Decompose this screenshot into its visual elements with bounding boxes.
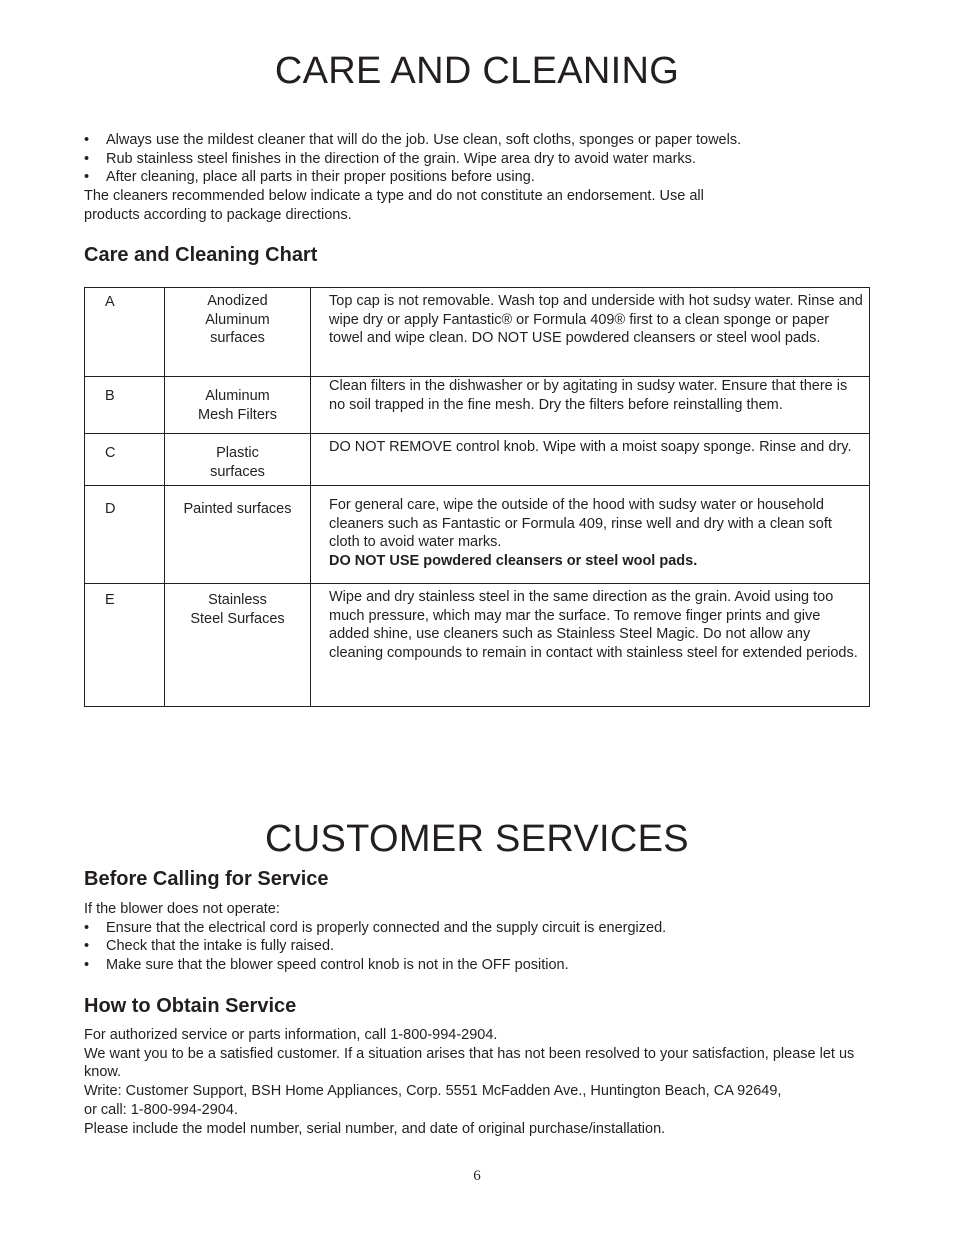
instructions-cell: DO NOT REMOVE control knob. Wipe with a moist soapy sponge. Rinse and dry.: [311, 434, 870, 486]
care-note-line: products according to package directions.: [84, 206, 352, 223]
row-letter-cell: [85, 288, 165, 377]
surface-name: [165, 584, 310, 628]
service-bullet: • Ensure that the electrical cord is properly connected and the supply circuit is energized.: [84, 919, 874, 938]
obtain-line: For authorized service or parts information, call 1-800-994-2904.: [84, 1027, 498, 1043]
table-row: [85, 434, 870, 486]
obtain-service-heading: How to Obtain Service: [84, 995, 297, 1017]
service-bullet: • Make sure that the blower speed control knob is not in the OFF position.: [84, 956, 874, 975]
obtain-line: Please include the model number, serial number, and date of original purchase/installation.: [84, 1120, 666, 1137]
instructions-cell: Top cap is not removable. Wash top and underside with hot sudsy water. Rinse and wipe dry or apply Fantastic® or Formula 409® first to a clean sponge or paper towel and wipe clean. DO NOT USE powdered cleansers or steel wool pads.: [311, 288, 870, 377]
obtain-line: or call: 1-800-994-2904.: [84, 1101, 238, 1118]
surface-line: Anodized: [207, 293, 268, 309]
care-intro: [84, 131, 874, 225]
before-calling-heading: Before Calling for Service: [84, 868, 329, 890]
instructions-cell: Clean filters in the dishwasher or by agitating in sudsy water. Ensure that there is no soil trapped in the fine mesh. Dry the filters before reinstalling them.: [311, 377, 870, 434]
instructions-cell: Wipe and dry stainless steel in the same direction as the grain. Avoid using too much pressure, which may mar the surface. To remove finger prints and give added shine, use cleaners such as Stainless Steel Magic. Do not allow any cleaning compounds to remain in contact with stainless steel for extended periods.: [311, 584, 870, 707]
surface-line: Aluminum: [205, 311, 270, 328]
table-row: [85, 377, 870, 434]
surface-line: Mesh Filters: [198, 406, 277, 423]
service-bullet: • Check that the intake is fully raised.: [84, 937, 874, 956]
care-bullet: • After cleaning, place all parts in their proper positions before using.: [84, 168, 874, 187]
surface-line: surfaces: [210, 330, 265, 347]
care-note-line: The cleaners recommended below indicate a type and do not constitute an endorsement. Use all: [84, 188, 704, 205]
chart-heading: Care and Cleaning Chart: [84, 244, 318, 266]
surface-line: Plastic: [216, 445, 259, 461]
row-letter-cell: [85, 486, 165, 584]
row-letter: B: [105, 388, 115, 404]
before-intro: If the blower does not operate:: [84, 901, 280, 917]
care-bullet: • Always use the mildest cleaner that will do the job. Use clean, soft cloths, sponges or paper towels.: [84, 131, 874, 150]
table-row: [85, 486, 870, 584]
row-letter-cell: [85, 377, 165, 434]
row-letter: D: [105, 501, 116, 517]
surface-name: [165, 486, 310, 519]
surface-cell: [165, 434, 311, 486]
surface-line: Aluminum: [205, 388, 270, 404]
surface-cell: [165, 377, 311, 434]
surface-name: [165, 377, 310, 424]
before-calling-list: [84, 900, 874, 975]
surface-cell: [165, 486, 311, 584]
section-title: CUSTOMER SERVICES: [265, 818, 689, 860]
surface-line: Steel Surfaces: [190, 610, 285, 627]
care-bullet: • Rub stainless steel finishes in the direction of the grain. Wipe area dry to avoid water marks.: [84, 150, 874, 169]
warning-text: DO NOT USE powdered cleansers or steel wool pads.: [329, 553, 698, 570]
row-letter: C: [105, 445, 116, 461]
page-title: CARE AND CLEANING: [274, 50, 680, 92]
row-letter-cell: [85, 434, 165, 486]
surface-name: [165, 288, 310, 348]
row-letter-cell: [85, 584, 165, 707]
surface-name: [165, 434, 310, 481]
care-chart-table: [84, 287, 870, 707]
row-letter: E: [105, 592, 115, 608]
surface-line: Painted surfaces: [183, 501, 292, 517]
table-row: [85, 288, 870, 377]
surface-line: Stainless: [208, 592, 267, 608]
obtain-service-text: [84, 1026, 870, 1138]
surface-line: surfaces: [210, 463, 265, 480]
obtain-line: We want you to be a satisfied customer. If a situation arises that has not been resolved to your satisfaction, please let us know.: [84, 1045, 855, 1081]
surface-cell: [165, 584, 311, 707]
instructions-text: For general care, wipe the outside of the hood with sudsy water or household cleaners such as Fantastic or Formula 409, rinse well and dry with a clean soft cloth to avoid water marks.: [329, 497, 832, 551]
row-letter: A: [105, 294, 115, 310]
page-number: 6: [473, 1168, 481, 1184]
table-row: [85, 584, 870, 707]
instructions-cell: [311, 486, 870, 584]
obtain-line: Write: Customer Support, BSH Home Appliances, Corp. 5551 McFadden Ave., Huntington Beach, CA 92649,: [84, 1083, 782, 1100]
surface-cell: [165, 288, 311, 377]
